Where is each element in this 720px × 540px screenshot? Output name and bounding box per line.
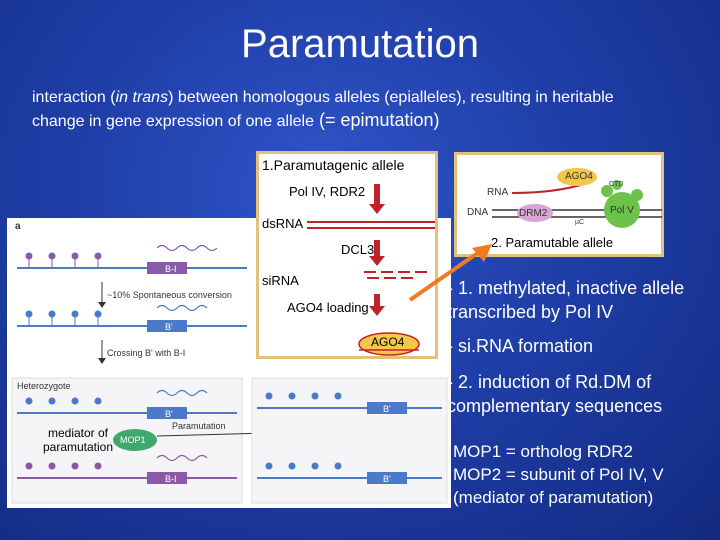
pathway-title: 1.Paramutagenic allele <box>262 157 405 173</box>
panel-a-label: a <box>15 221 21 232</box>
polIV-rdr2-label: Pol IV, RDR2 <box>289 184 366 199</box>
bullet-1-line-1: - 1. methylated, inactive allele <box>447 278 685 298</box>
ctd-label: CTD <box>609 181 624 188</box>
dcl3-label: DCL3 <box>341 242 375 257</box>
b1-label-b: B-I <box>165 474 177 484</box>
ago4-paramutable-label: AGO4 <box>565 171 593 182</box>
dsrna-label: dsRNA <box>262 216 304 231</box>
b-prime-allele-row <box>17 306 247 333</box>
ago4-label: AGO4 <box>371 335 405 349</box>
mop-note-1: MOP1 = ortholog RDR2 <box>453 442 633 461</box>
b1-label-a: B-I <box>165 264 177 274</box>
mop-note-3: (mediator of paramutation) <box>453 488 654 507</box>
intro-line-2: change in gene expression of one allele (= epimutation) <box>32 110 440 130</box>
mop1-label: MOP1 <box>120 435 146 445</box>
rna-label: RNA <box>487 187 509 198</box>
paramutation-label: Paramutation <box>172 421 226 431</box>
b-prime-label-a: B' <box>165 322 173 332</box>
intro-line-1: interaction (in trans) between homologous alleles (epialleles), resulting in heritable <box>32 89 614 106</box>
b1-allele-row <box>17 246 247 275</box>
methyl-c-label: µC <box>575 219 585 226</box>
bullet-3-line-1: - 2. induction of Rd.DM of <box>447 372 652 392</box>
heterozygote-label: Heterozygote <box>17 381 71 391</box>
slide-title: Paramutation <box>241 22 479 66</box>
polV-label: Pol V <box>610 205 634 216</box>
bullet-1-line-2: transcribed by Pol IV <box>447 302 614 322</box>
paramutable-caption: 2. Paramutable allele <box>491 235 614 250</box>
sirna-label: siRNA <box>262 273 299 288</box>
dna-label: DNA <box>467 207 489 218</box>
b-prime-label-c: B' <box>383 404 391 414</box>
ago4-loading-label: AGO4 loading <box>287 300 369 315</box>
mop-note-2: MOP2 = subunit of Pol IV, V <box>453 465 664 484</box>
bullet-3-line-2: complementary sequences <box>447 396 663 416</box>
b-prime-label-d: B' <box>383 474 391 484</box>
mediator-label: mediator of paramutation <box>42 426 114 454</box>
crossing-label: Crossing B' with B-I <box>107 348 186 358</box>
drm2-label: DRM2 <box>519 208 548 219</box>
bullet-2: - si.RNA formation <box>447 336 594 356</box>
spontaneous-label: ~10% Spontaneous conversion <box>107 290 232 300</box>
b-prime-label-b: B' <box>165 409 173 419</box>
